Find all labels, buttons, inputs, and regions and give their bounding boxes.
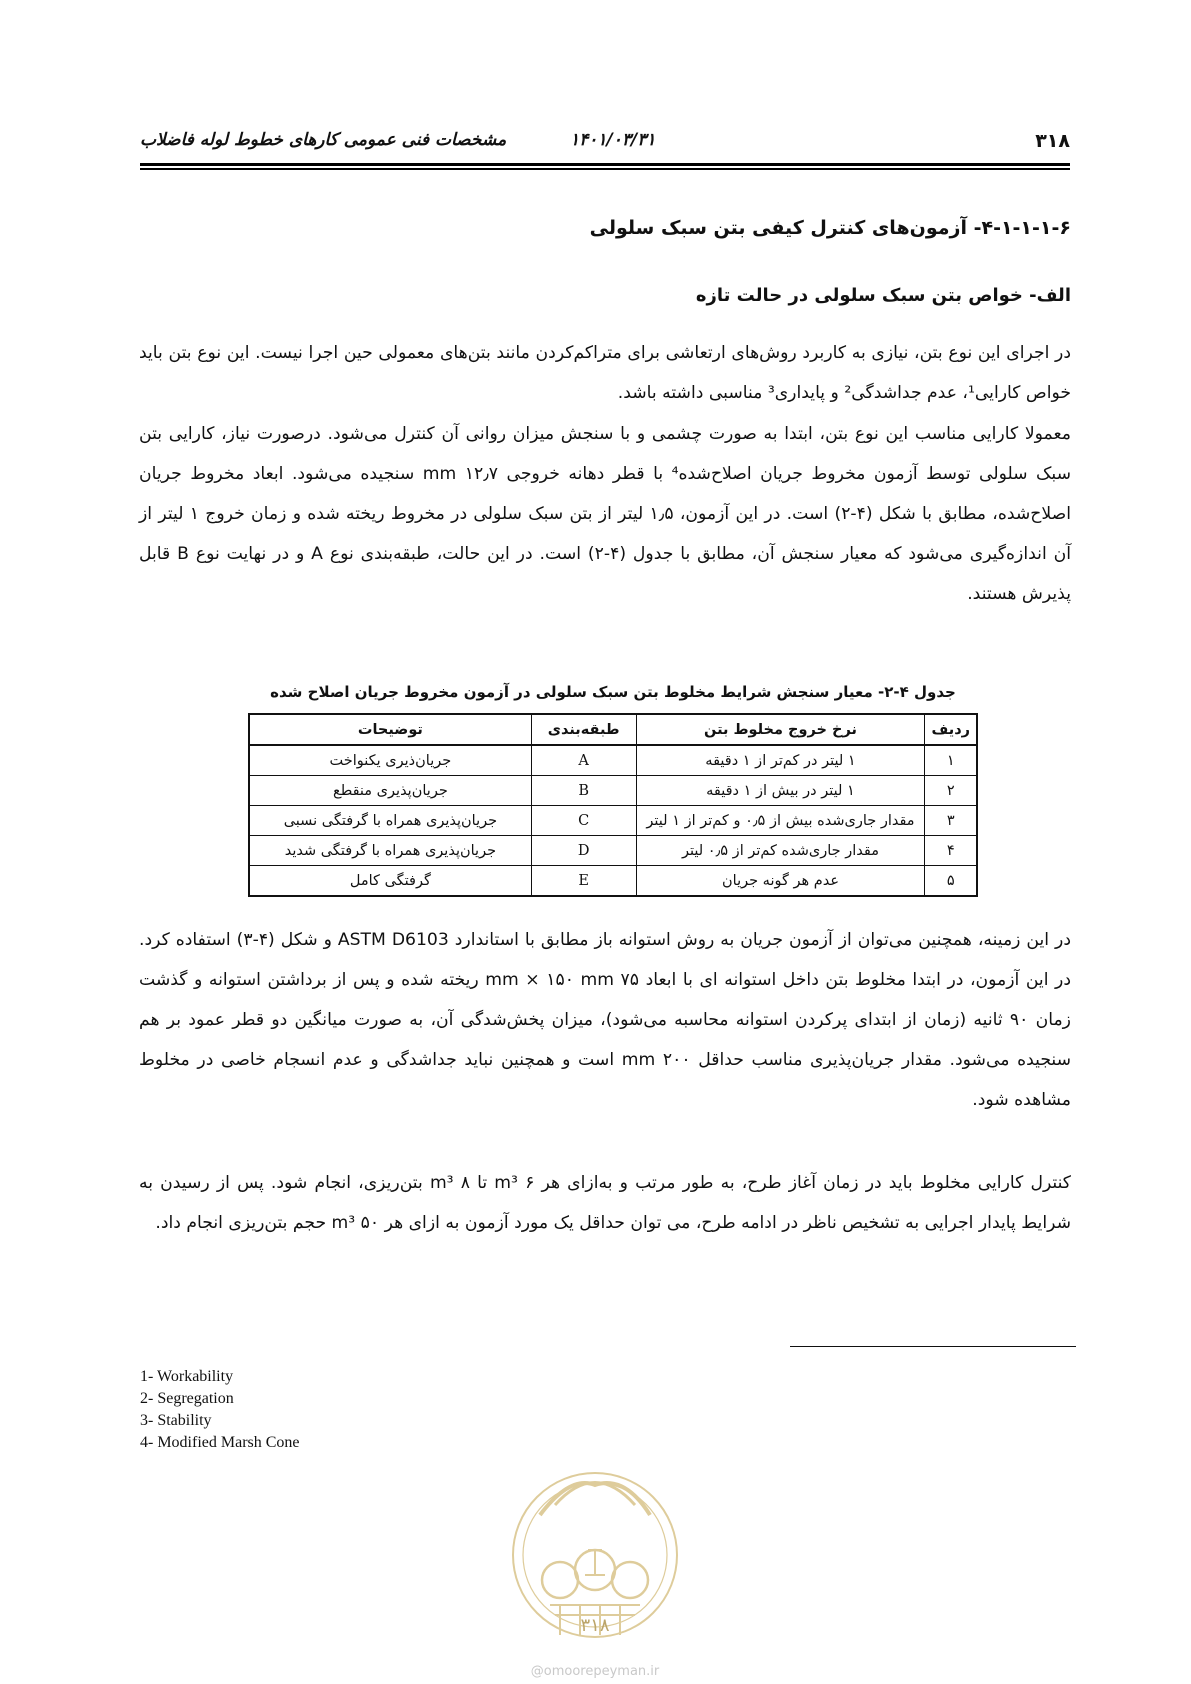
header-row-no: ردیف [925, 714, 977, 745]
cell-row-no: ۴ [925, 836, 977, 866]
cell-description: جریان‌پذیری منقطع [249, 776, 531, 806]
publisher-seal [500, 1455, 690, 1660]
cell-flow-rate: مقدار جاری‌شده کم‌تر از ۰٫۵ لیتر [636, 836, 925, 866]
page-number: ۳۱۸ [1035, 130, 1070, 152]
header-date: ۱۴۰۱/۰۳/۳۱ [570, 130, 656, 150]
cell-class: B [531, 776, 636, 806]
cell-class: E [531, 866, 636, 897]
cell-row-no: ۱ [925, 745, 977, 776]
cell-flow-rate: مقدار جاری‌شده بیش از ۰٫۵ و کم‌تر از ۱ لیتر [636, 806, 925, 836]
footnote: 4- Modified Marsh Cone [140, 1434, 300, 1451]
header-description: توضیحات [249, 714, 531, 745]
cell-description: جریان‌ذیری یکنواخت [249, 745, 531, 776]
footnote: 1- Workability [140, 1368, 234, 1385]
table-row [249, 806, 977, 836]
header-title: مشخصات فنی عمومی کارهای خطوط لوله فاضلاب [140, 130, 507, 150]
header-flow-rate: نرخ خروج مخلوط بتن [636, 714, 925, 745]
header-rule-thin [140, 168, 1070, 170]
cell-class: C [531, 806, 636, 836]
section-heading: ۴-۱-۱-۱-۶- آزمون‌های کنترل کیفی بتن سبک سلولی [589, 217, 1071, 239]
cell-flow-rate: ۱ لیتر در کم‌تر از ۱ دقیقه [636, 745, 925, 776]
footnote-separator [790, 1346, 1076, 1347]
watermark: @omoorepeyman.ir [530, 1664, 660, 1679]
header-class: طبقه‌بندی [531, 714, 636, 745]
subheading: الف- خواص بتن سبک سلولی در حالت تازه [695, 285, 1071, 306]
cell-class: D [531, 836, 636, 866]
running-header [140, 126, 1070, 156]
table-header-row [249, 714, 977, 745]
cell-row-no: ۳ [925, 806, 977, 836]
seal-page-label: ۳۱۸ [580, 1615, 610, 1636]
cell-flow-rate: ۱ لیتر در بیش از ۱ دقیقه [636, 776, 925, 806]
table-row [249, 776, 977, 806]
paragraph: در این زمینه، همچنین می‌توان از آزمون جریان به روش استوانه باز مطابق با استاندارد ASTM D6103 و شکل (۴-۳) استفاده کرد. در این آزمون، در ابتدا مخلوط بتن داخل استوانه ای با ابعاد ۷۵ mm × ۱۵۰ mm ریخته شده و پس از برداشتن استوانه و گذشت زمان ۹۰ ثانیه (زمان از ابتدای پرکردن استوانه محاسبه می‌شود)، میزان پخش‌شدگی آن، به صورت میانگین دو قطر عمود بر هم سنجیده می‌شود. مقدار جریان‌پذیری مناسب حداقل ۲۰۰ mm است و همچنین نباید جداشدگی و عدم انسجام خاصی در مخلوط مشاهده شود. [139, 930, 1072, 1110]
footnote: 2- Segregation [140, 1390, 234, 1407]
cell-description: گرفتگی کامل [249, 866, 531, 897]
paragraph: کنترل کارایی مخلوط باید در زمان آغاز طرح، به طور مرتب و به‌ازای هر ۶ m³ تا ۸ m³ بتن‌ریزی، انجام شود. پس از رسیدن به شرایط پایدار اجرایی به تشخیص ناظر در ادامه طرح، می توان حداقل یک مورد آزمون به ازای هر ۵۰ m³ حجم بتن‌ریزی انجام داد. [139, 1173, 1071, 1233]
cell-row-no: ۲ [925, 776, 977, 806]
paragraph: معمولا کارایی مناسب این نوع بتن، ابتدا به صورت چشمی و با سنجش میزان روانی آن کنترل می‌شود. درصورت نیاز، کارایی بتن سبک سلولی توسط آزمون مخروط جریان اصلاح‌شده⁴ با قطر دهانه خروجی ۱۲٫۷ mm سنجیده می‌شود. ابعاد مخروط جریان اصلاح‌شده، مطابق با شکل (۴-۲) است. در این آزمون، ۱٫۵ لیتر از بتن سبک سلولی در مخروط ریخته شده و زمان خروج ۱ لیتر از آن اندازه‌گیری می‌شود که معیار سنجش آن، مطابق با جدول (۴-۲) است. در این حالت، طبقه‌بندی نوع A و در نهایت نوع B قابل پذیرش هستند. [139, 424, 1072, 604]
cell-class: A [531, 745, 636, 776]
paragraph: در اجرای این نوع بتن، نیازی به کاربرد روش‌های ارتعاشی برای متراکم‌کردن مانند بتن‌های معمولی حین اجرا نیست. این نوع بتن باید خواص کارایی¹، عدم جداشدگی² و پایداری³ مناسبی داشته باشد. [139, 343, 1071, 403]
table-row [249, 745, 977, 776]
table-caption: جدول ۴-۲- معیار سنجش شرایط مخلوط بتن سبک سلولی در آزمون مخروط جریان اصلاح شده [270, 683, 956, 701]
footnote: 3- Stability [140, 1412, 212, 1429]
footnotes [140, 1366, 300, 1454]
cell-description: جریان‌پذیری همراه با گرفتگی شدید [249, 836, 531, 866]
classification-table [248, 713, 978, 897]
cell-row-no: ۵ [925, 866, 977, 897]
table-row [249, 866, 977, 897]
header-rule-thick [140, 163, 1070, 166]
cell-flow-rate: عدم هر گونه جریان [636, 866, 925, 897]
cell-description: جریان‌پذیری همراه با گرفتگی نسبی [249, 806, 531, 836]
table-row [249, 836, 977, 866]
